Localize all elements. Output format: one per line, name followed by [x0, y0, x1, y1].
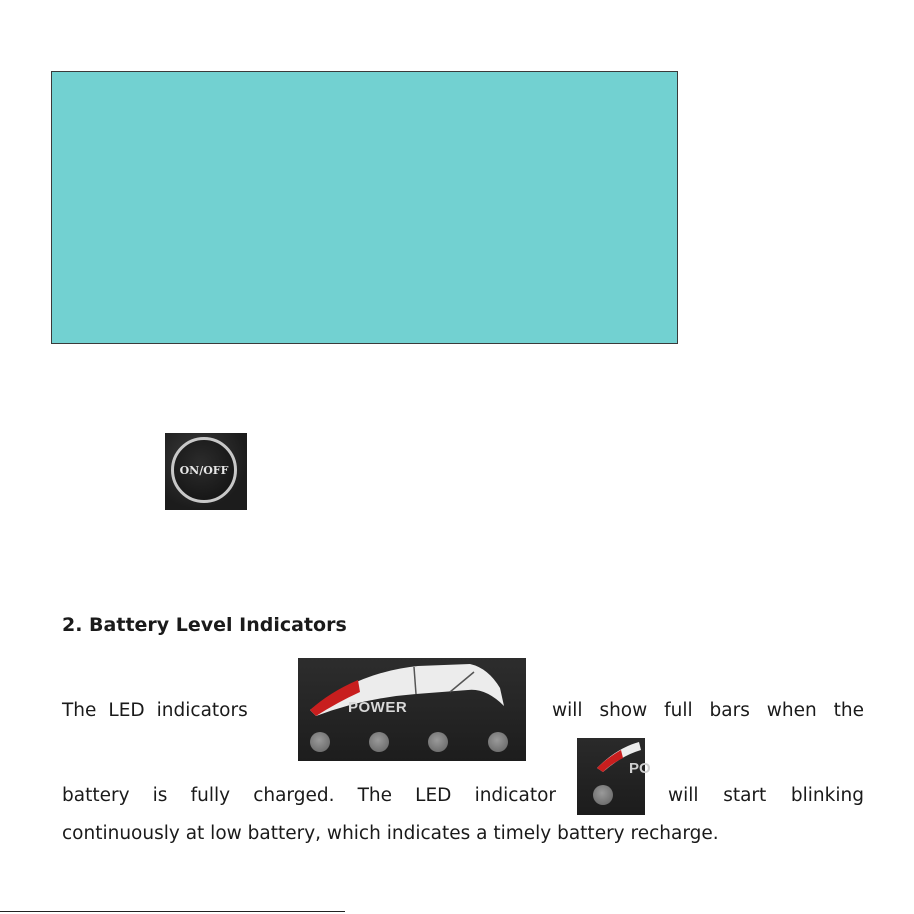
word: indicator — [474, 785, 556, 806]
teal-callout-box — [51, 71, 678, 344]
word: indicators — [156, 700, 248, 721]
word: The — [62, 700, 97, 721]
word: fully — [190, 785, 231, 806]
led-single — [593, 785, 613, 805]
word: when — [766, 700, 817, 721]
on-off-button-photo — [165, 433, 247, 510]
led-2 — [369, 732, 389, 752]
word: battery — [62, 785, 130, 806]
power-label-fragment: PO — [629, 760, 651, 777]
footer-rule — [0, 911, 345, 912]
on-off-label: ON/OFF — [179, 463, 229, 477]
word: LED — [108, 700, 145, 721]
word: LED — [415, 785, 452, 806]
led-3 — [428, 732, 448, 752]
led-4 — [488, 732, 508, 752]
word: the — [833, 700, 864, 721]
power-indicator-photo — [298, 658, 526, 761]
word: start — [723, 785, 767, 806]
word: show — [599, 700, 648, 721]
section-heading: 2. Battery Level Indicators — [62, 614, 347, 636]
word: charged. — [253, 785, 335, 806]
word: will — [668, 785, 699, 806]
word: blinking — [790, 785, 864, 806]
word: bars — [709, 700, 750, 721]
power-label: POWER — [348, 699, 408, 716]
word: will — [552, 700, 583, 721]
word: full — [664, 700, 693, 721]
word: The — [357, 785, 393, 806]
led-1 — [310, 732, 330, 752]
single-led-indicator-photo — [577, 738, 651, 815]
paragraph-line-3: continuously at low battery, which indicates a timely battery recharge. — [62, 823, 719, 844]
word: is — [152, 785, 168, 806]
